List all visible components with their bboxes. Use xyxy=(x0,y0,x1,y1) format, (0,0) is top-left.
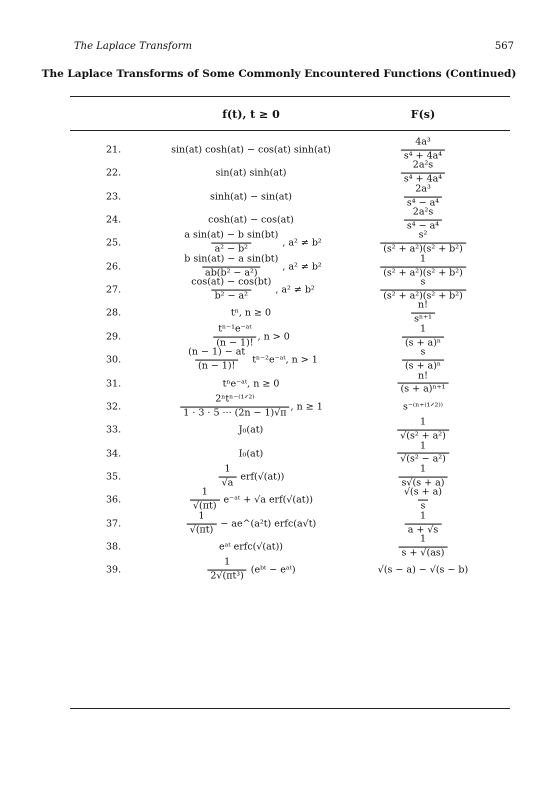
function-cell-fraction xyxy=(185,348,248,373)
function-cell xyxy=(206,558,295,583)
transform-cell-fraction xyxy=(401,488,445,513)
function-cell-suffix: tⁿ⁻²e⁻ᵃᵗ, n > 1 xyxy=(249,354,318,366)
function-cell-text: sin(at) sinh(at) xyxy=(215,167,287,179)
row-number: 28. xyxy=(106,307,122,319)
row-number: 31. xyxy=(106,378,122,389)
transform-cell-fraction xyxy=(397,441,449,466)
row-number: 22. xyxy=(106,167,122,179)
function-cell-fraction xyxy=(219,464,237,489)
table-header-rule xyxy=(70,130,510,131)
function-cell-suffix: (eᵇᵗ − eᵃᵗ) xyxy=(247,564,296,576)
function-cell-numerator: 1 xyxy=(224,556,231,568)
function-cell xyxy=(179,394,322,419)
function-cell-denominator: b² − a² xyxy=(212,290,251,303)
transform-cell-fraction xyxy=(398,371,449,396)
function-cell-numerator: a sin(at) − b sin(bt) xyxy=(184,229,279,241)
function-cell-text: J₀(at) xyxy=(238,424,264,436)
running-head-title: The Laplace Transform xyxy=(74,41,193,52)
function-cell-fraction xyxy=(181,254,281,279)
transform-cell xyxy=(403,184,443,209)
transform-cell-denominator: (s² + a²)(s² + b²) xyxy=(380,243,466,256)
transform-cell xyxy=(379,254,467,279)
row-number: 33. xyxy=(106,424,122,436)
transform-cell-fraction xyxy=(402,324,444,349)
transform-cell-fraction xyxy=(401,161,445,186)
transform-cell xyxy=(379,278,467,303)
transform-cell-denominator: s + √(as) xyxy=(399,546,448,559)
function-cell-fraction xyxy=(213,324,256,349)
transform-cell-numerator: 1 xyxy=(419,463,427,475)
transform-cell-fraction xyxy=(397,418,449,443)
transform-cell-numerator: √(s + a) xyxy=(403,486,443,498)
transform-cell-numerator: n! xyxy=(418,370,428,382)
running-head xyxy=(74,41,514,55)
function-cell-suffix: − ae^(a²t) erfc(a√t) xyxy=(217,518,317,530)
transform-cell xyxy=(400,161,446,186)
function-cell xyxy=(210,191,292,202)
column-header-f: f(t), t ≥ 0 xyxy=(222,108,280,121)
row-number: 26. xyxy=(106,261,122,273)
function-cell-denominator: √a xyxy=(219,476,237,489)
function-cell xyxy=(231,308,271,319)
transform-cell-denominator: s⁴ + 4a⁴ xyxy=(401,173,445,186)
transform-cell-denominator: (s + a)ⁿ xyxy=(402,336,444,349)
function-cell-suffix: , a² ≠ b² xyxy=(282,261,322,273)
function-cell-fraction xyxy=(190,488,220,513)
transform-cell-denominator: (s + a)ⁿ xyxy=(402,360,444,373)
transform-cell-numerator: 1 xyxy=(419,253,427,265)
row-number: 23. xyxy=(106,191,122,203)
transform-cell-numerator: 2a²s xyxy=(412,206,434,218)
transform-cell-fraction xyxy=(380,254,466,279)
function-cell xyxy=(180,231,321,256)
transform-cell xyxy=(397,371,450,396)
function-cell-denominator: 1 · 3 · 5 ··· (2n − 1)√π xyxy=(180,406,289,419)
transform-cell-denominator: s⁴ − a⁴ xyxy=(404,196,442,209)
function-cell-fraction xyxy=(187,511,217,536)
transform-cell-numerator: 1 xyxy=(419,323,427,335)
function-cell xyxy=(186,511,316,536)
function-cell-suffix: , a² ≠ b² xyxy=(282,237,322,249)
function-cell-text: tⁿ, n ≥ 0 xyxy=(230,307,272,319)
transform-cell-fraction xyxy=(411,301,435,326)
function-cell xyxy=(216,168,287,179)
transform-cell-fraction xyxy=(399,535,448,560)
transform-cell xyxy=(410,301,436,326)
function-cell xyxy=(212,324,290,349)
function-cell-denominator: √(πt) xyxy=(190,500,220,513)
transform-cell-numerator: s² xyxy=(418,229,428,241)
transform-cell-text: √(s − a) − √(s − b) xyxy=(377,564,469,576)
function-cell-denominator: √(πt) xyxy=(187,523,217,536)
column-header-F: F(s) xyxy=(410,108,436,121)
function-cell xyxy=(189,488,313,513)
transform-cell xyxy=(398,464,449,489)
function-cell xyxy=(239,448,263,459)
function-cell xyxy=(184,348,318,373)
function-cell-suffix: erf(√(at)) xyxy=(237,471,285,483)
function-cell-denominator: (n − 1)! xyxy=(195,360,238,373)
row-number: 32. xyxy=(106,401,122,413)
function-cell-fraction xyxy=(188,278,274,303)
transform-cell-denominator: (s² + a²)(s² + b²) xyxy=(380,266,466,279)
function-cell-text: sin(at) cosh(at) − cos(at) sinh(at) xyxy=(171,144,331,156)
transform-cell-denominator: s⁴ + 4a⁴ xyxy=(401,150,445,163)
transform-cell-denominator: √(s² + a²) xyxy=(397,430,449,443)
function-cell-fraction xyxy=(207,558,246,583)
transform-cell-denominator: s xyxy=(418,500,429,513)
row-number: 25. xyxy=(106,237,122,249)
function-cell-text: cosh(at) − cos(at) xyxy=(208,214,294,226)
function-cell-fraction xyxy=(180,394,289,419)
transform-cell xyxy=(400,488,446,513)
transform-cell xyxy=(396,418,450,443)
function-cell-suffix: , n > 0 xyxy=(257,331,290,343)
row-number: 39. xyxy=(106,564,122,576)
function-cell-numerator: (n − 1) − at xyxy=(188,346,246,358)
row-number: 36. xyxy=(106,494,122,506)
transform-cell-denominator: a + √s xyxy=(405,523,442,536)
transform-cell xyxy=(404,511,443,536)
transform-cell-denominator: √(s² − a²) xyxy=(397,453,449,466)
function-cell-text: sinh(at) − sin(at) xyxy=(210,191,292,203)
transform-cell xyxy=(398,535,449,560)
function-cell-numerator: b sin(at) − a sin(bt) xyxy=(184,253,279,265)
transform-cell xyxy=(401,324,445,349)
table-bottom-rule xyxy=(70,708,510,709)
function-cell-numerator: 1 xyxy=(201,486,208,498)
function-cell xyxy=(187,278,314,303)
transform-cell-denominator: (s² + a²)(s² + b²) xyxy=(380,290,466,303)
transform-cell-numerator: n! xyxy=(418,300,428,312)
transform-cell-numerator: 1 xyxy=(419,510,427,522)
row-number: 21. xyxy=(106,144,122,156)
row-number: 29. xyxy=(106,331,122,343)
function-cell xyxy=(171,145,331,156)
function-cell-denominator: a² − b² xyxy=(212,243,251,256)
transform-cell-numerator: s xyxy=(420,346,426,358)
function-cell xyxy=(208,215,294,226)
row-number: 27. xyxy=(106,284,122,296)
transform-cell-denominator: s√(s + a) xyxy=(399,476,448,489)
function-cell xyxy=(239,425,264,436)
function-cell-text: I₀(at) xyxy=(238,448,264,460)
transform-cell-numerator: 1 xyxy=(419,416,427,428)
transform-cell xyxy=(379,231,467,256)
function-cell-denominator: (n − 1)! xyxy=(213,336,256,349)
transform-cell-numerator: 1 xyxy=(419,533,427,545)
transform-cell-numerator: s xyxy=(420,276,426,288)
row-number: 35. xyxy=(106,471,122,483)
transform-cell-denominator: s⁴ − a⁴ xyxy=(404,220,442,233)
row-number: 34. xyxy=(106,448,122,460)
function-cell-text: tⁿe⁻ᵃᵗ, n ≥ 0 xyxy=(222,378,280,389)
transform-cell-fraction xyxy=(402,348,444,373)
function-cell-suffix: , a² ≠ b² xyxy=(275,284,315,296)
transform-cell-numerator: 4a³ xyxy=(415,136,431,148)
table-top-rule xyxy=(70,96,510,97)
function-cell-numerator: 1 xyxy=(224,463,231,475)
transform-cell-fraction xyxy=(404,208,442,233)
function-cell xyxy=(223,378,280,389)
page-number: 567 xyxy=(494,41,514,52)
function-cell-fraction xyxy=(181,231,281,256)
transform-cell xyxy=(403,401,443,412)
page-heading: The Laplace Transforms of Some Commonly Encountered Functions (Continued) xyxy=(41,68,517,80)
transform-cell xyxy=(401,348,445,373)
transform-cell-numerator: 2a³ xyxy=(415,183,431,195)
function-cell-numerator: 2ⁿtⁿ⁻⁽¹ᐟ²⁾ xyxy=(215,393,255,405)
function-cell-suffix: , n ≥ 1 xyxy=(290,401,323,413)
transform-cell xyxy=(403,208,443,233)
transform-cell xyxy=(400,138,446,163)
transform-cell-fraction xyxy=(405,511,442,536)
function-cell-numerator: cos(at) − cos(bt) xyxy=(191,276,272,288)
transform-cell-denominator: sⁿ⁺¹ xyxy=(411,313,435,326)
transform-cell-text: s⁻⁽ⁿ⁺⁽¹ᐟ²⁾⁾ xyxy=(403,401,443,413)
transform-cell xyxy=(378,565,468,576)
transform-cell-fraction xyxy=(399,464,448,489)
function-cell-denominator: 2√(πt³) xyxy=(207,570,246,583)
function-cell-suffix: e⁻ᵃᵗ + √a erf(√(at)) xyxy=(220,494,313,506)
function-cell-text: eᵃᵗ erfc(√(at)) xyxy=(218,541,284,553)
row-number: 37. xyxy=(106,518,122,530)
row-number: 38. xyxy=(106,541,122,553)
transform-cell-numerator: 1 xyxy=(419,440,427,452)
function-cell xyxy=(180,254,321,279)
transform-cell-fraction xyxy=(380,278,466,303)
function-cell-numerator: 1 xyxy=(198,510,205,522)
function-cell-numerator: tⁿ⁻¹e⁻ᵃᵗ xyxy=(218,323,252,335)
row-number: 24. xyxy=(106,214,122,226)
function-cell xyxy=(219,541,283,552)
transform-cell-fraction xyxy=(380,231,466,256)
transform-cell xyxy=(396,441,450,466)
transform-cell-fraction xyxy=(404,184,442,209)
function-cell xyxy=(218,464,285,489)
transform-cell-fraction xyxy=(401,138,445,163)
transform-cell-denominator: (s + a)ⁿ⁺¹ xyxy=(398,383,449,396)
function-cell-denominator: ab(b² − a²) xyxy=(202,266,261,279)
transform-cell-numerator: 2a²s xyxy=(412,159,434,171)
row-number: 30. xyxy=(106,354,122,366)
